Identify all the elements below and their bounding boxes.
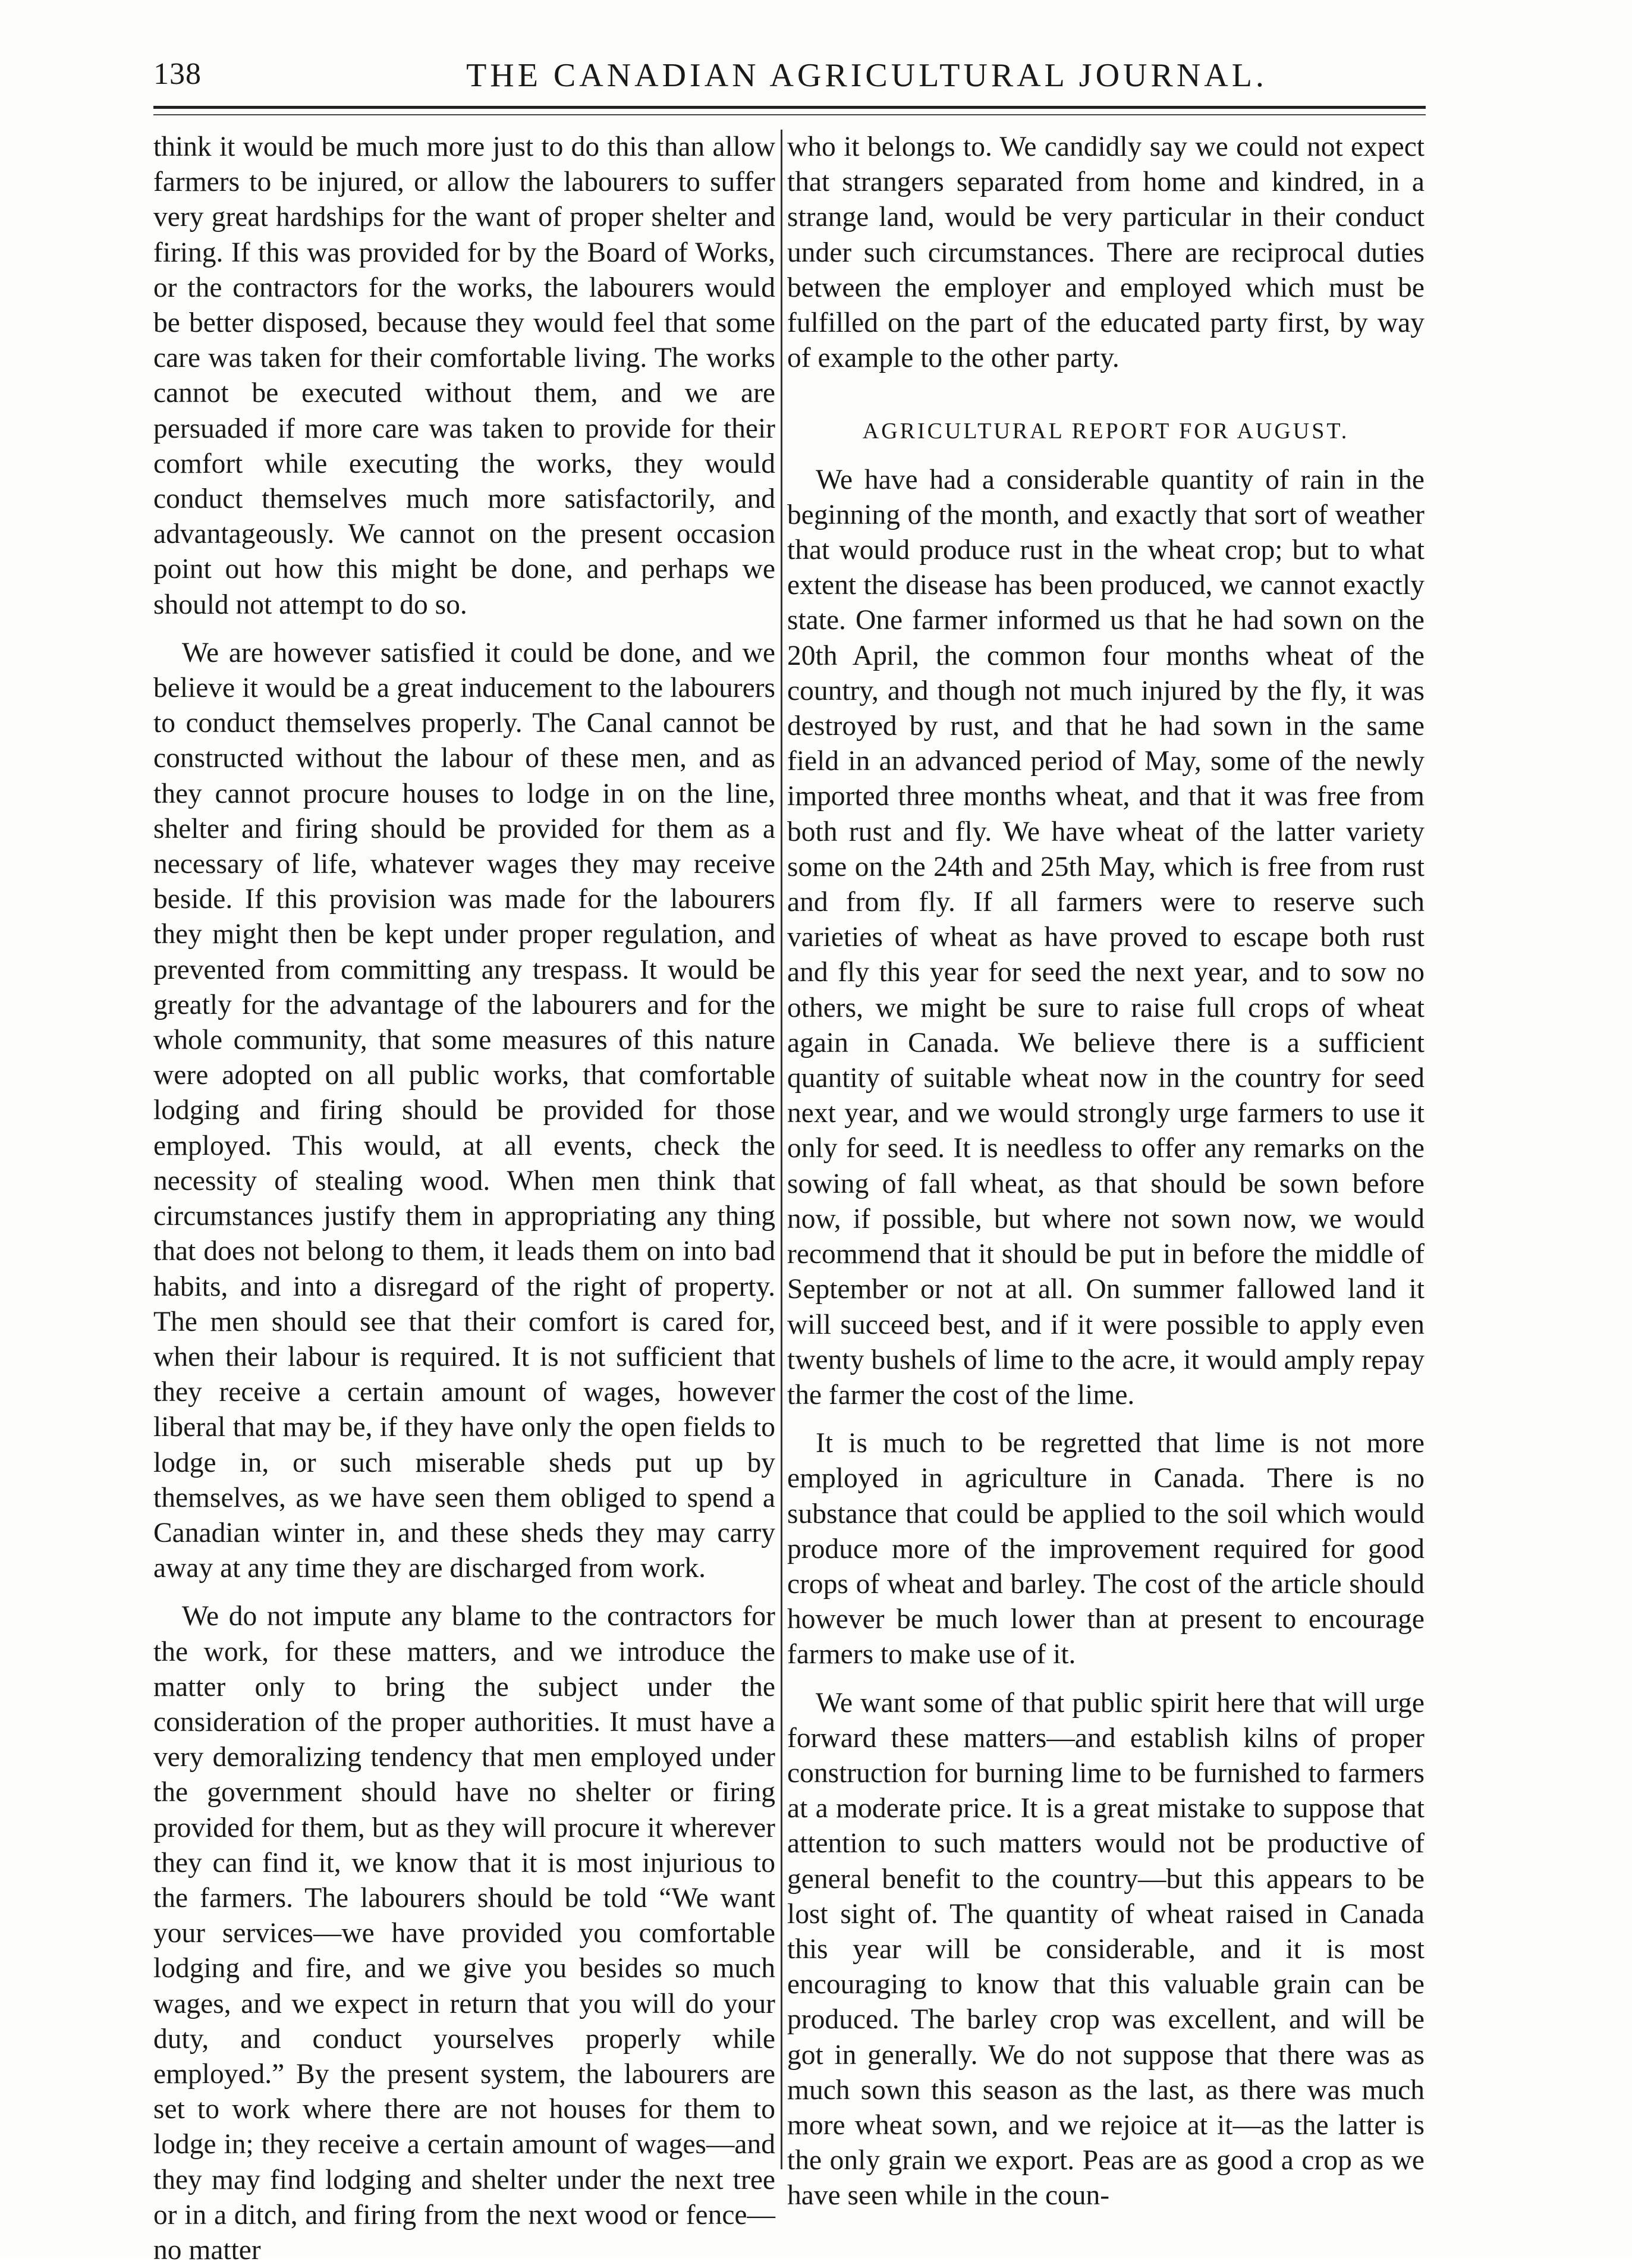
- journal-title: THE CANADIAN AGRICULTURAL JOURNAL.: [466, 57, 1268, 94]
- right-paragraph-3: We want some of that public spirit here that will urge forward these matters—and establish kilns of proper construction for burning lime to be furnished to farmers at a moderate price. It is a great mistake to suppose that attention to such matters would not be productive of general benefit to the country—but this appears to be lost sight of. The quantity of wheat raised in Canada this year will be considerable, and it is most encouraging to know that this valuable grain can be produced. The barley crop was excellent, and will be got in generally. We do not suppose that there was as much sown this season as the last, as there was much more wheat sown, and we rejoice at it—as the latter is the only grain we export. Peas are as good a crop as we have seen while in the coun-: [787, 1687, 1425, 2212]
- left-column: [153, 130, 775, 2268]
- left-paragraph-1: think it would be much more just to do this than allow farmers to be injured, or allow the labourers to suffer very great hardships for the want of proper shelter and firing. If this was provided for by the Board of Works, or the contractors for the works, the labourers would be better disposed, because they would feel that some care was taken for their comfortable living. The works cannot be executed without them, and we are persuaded if more care was taken to provide for their comfort while executing the works, they would conduct themselves much more satisfactorily, and advantageously. We cannot on the present occasion point out how this might be done, and perhaps we should not attempt to do so.: [153, 131, 775, 620]
- page-header: [153, 56, 1426, 104]
- right-paragraph-1: We have had a considerable quantity of rain in the beginning of the month, and exactly that sort of weather that would produce rust in the wheat crop; but to what extent the disease has been produced, we cannot exactly state. One farmer informed us that he had sown on the 20th April, the common four months wheat of the country, and though not much injured by the fly, it was destroyed by rust, and that he had sown in the same field in an advanced period of May, some of the newly imported three months wheat, and that it was free from both rust and fly. We have wheat of the latter variety some on the 24th and 25th May, which is free from rust and from fly. If all farmers were to reserve such varieties of wheat as have proved to escape both rust and fly this year for seed the next year, and to sow no others, we might be sure to raise full crops of wheat again in Canada. We believe there is a sufficient quantity of suitable wheat now in the country for seed next year, and we would strongly urge farmers to use it only for seed. It is needless to offer any remarks on the sowing of fall wheat, as that should be sown before now, if possible, but where not sown now, we would recommend that it should be put in before the middle of September or not at all. On summer fallowed land it will succeed best, and if it were possible to apply even twenty bushels of lime to the acre, it would amply repay the farmer the cost of the lime.: [787, 464, 1425, 1411]
- left-paragraph-3: We do not impute any blame to the contractors for the work, for these matters, and we introduce the matter only to bring the subject under the consideration of the proper authorities. It must have a very demoralizing tendency that men employed under the government should have no shelter or firing provided for them, but as they will procure it wherever they can find it, we know that it is most injurious to the farmers. The labourers should be told “We want your services—we have provided you comfortable lodging and fire, and we give you besides so much wages, and we expect in return that you will do your duty, and conduct yourselves properly while employed.” By the present system, the labourers are set to work where there are not houses for them to lodge in; they receive a certain amount of wages—and they may find lodging and shelter under the next tree or in a ditch, and firing from the next wood or fence—no matter: [153, 1601, 775, 2266]
- right-paragraph-2: It is much to be regretted that lime is not more employed in agriculture in Canada. There is no substance that could be applied to the soil which would produce more of the improvement required for good crops of wheat and barley. The cost of the article should however be much lower than at present to encourage farmers to make use of it.: [787, 1428, 1425, 1670]
- header-rule-thin: [153, 114, 1426, 115]
- page-number: 138: [153, 57, 202, 91]
- right-paragraph-continued: who it belongs to. We candidly say we could not expect that strangers separated from home and kindred, in a strange land, would be very particular in their conduct under such circumstances. There are reciprocal duties between the employer and employed which must be fulfilled on the part of the educated party first, by way of example to the other party.: [787, 131, 1425, 374]
- column-divider: [781, 130, 782, 2169]
- section-heading: AGRICULTURAL REPORT FOR AUGUST.: [862, 419, 1350, 444]
- left-paragraph-2: We are however satisfied it could be done, and we believe it would be a great inducement to the labourers to conduct themselves properly. The Canal cannot be constructed without the labour of these men, and as they cannot procure houses to lodge in on the line, shelter and firing should be provided for them as a necessary of life, whatever wages they may receive beside. If this provision was made for the labourers they might then be kept under proper regulation, and prevented from committing any trespass. It would be greatly for the advantage of the labourers and for the whole community, that some measures of this nature were adopted on all public works, that comfortable lodging and firing should be provided for those employed. This would, at all events, check the necessity of stealing wood. When men think that circumstances justify them in appropriating any thing that does not belong to them, it leads them on into bad habits, and into a disregard of the right of property. The men should see that their comfort is cared for, when their labour is required. It is not sufficient that they receive a certain amount of wages, however liberal that may be, if they have only the open fields to lodge in, or such miserable sheds put up by themselves, as we have seen them obliged to spend a Canadian winter in, and these sheds they may carry away at any time they are discharged from work.: [153, 637, 775, 1584]
- right-column: [787, 130, 1425, 2214]
- header-rule: [153, 106, 1426, 109]
